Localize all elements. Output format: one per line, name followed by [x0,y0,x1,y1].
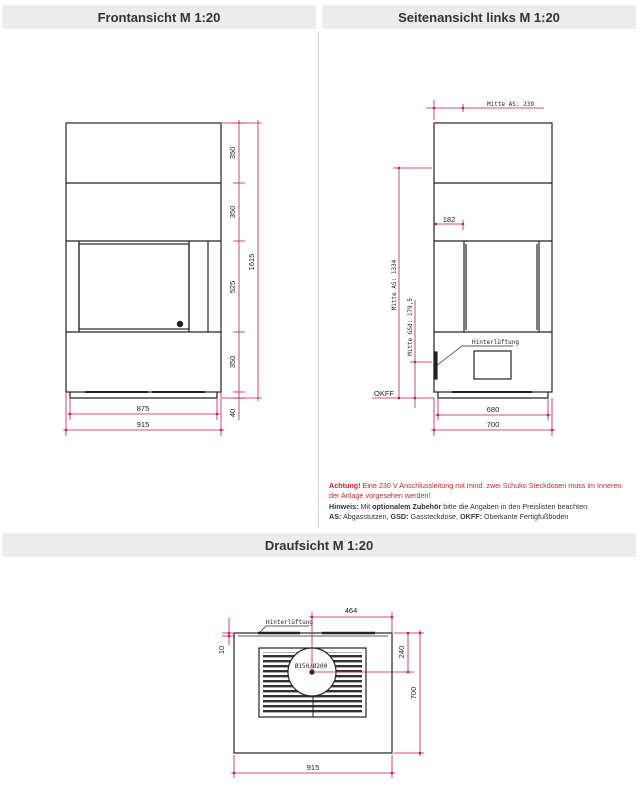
side-mitte-as-top: Mitte AS: 239 [487,101,534,108]
side-mitte-as-height: Mitte AS: 1334 [391,259,398,311]
front-firebox-window [79,244,189,329]
top-flue-label: Ø150/Ø200 [294,663,328,670]
hint-bold: optionalem Zubehör [372,501,442,511]
okff-text: Oberkante Fertigfußboden [482,512,569,522]
warning-label: Achtung! [329,481,361,490]
gsd-label: GSD: [390,512,409,522]
side-hinterlueftung: Hinterlüftung [472,339,519,346]
side-view-header: Seitenansicht links M 1:20 [322,5,636,29]
side-dim-182: 182 [442,215,456,224]
hint-label: Hinweis: [329,501,359,511]
front-body-outline [66,123,221,392]
side-gas-socket-opening [474,351,511,379]
door-handle-icon [177,321,182,326]
hint-text-1: Mit [358,501,373,511]
front-dim-525: 525 [228,280,237,294]
side-body-outline [434,123,552,392]
hint-text-2: bitte die Angaben in den Preislisten beachten. [441,501,590,511]
top-dim-464: 464 [344,606,358,615]
warning-text: Eine 230 V Anschlussleitung mit mind. zwei Schuko Steckdosen muss im Inneren der Anlage vorgesehen werden! [329,481,622,501]
top-view [234,633,392,753]
as-label: AS: [329,512,342,522]
front-dim-350a: 350 [228,146,237,160]
legend-note [329,512,629,522]
top-view-header: Draufsicht M 1:20 [2,533,636,557]
top-dim-240: 240 [397,645,406,659]
hint-note [329,502,629,512]
front-dim-915: 915 [136,420,150,429]
front-dim-40: 40 [228,408,237,418]
as-text: Abgasstutzen, [341,512,391,522]
top-dim-10: 10 [217,645,226,655]
front-dimensions [63,120,262,436]
side-view [434,123,552,398]
front-dim-875: 875 [136,404,150,413]
front-view [66,123,221,398]
front-dim-350b: 350 [228,205,237,219]
side-dim-680: 680 [486,405,500,414]
front-dim-350c: 350 [228,355,237,369]
front-view-header: Frontansicht M 1:20 [2,5,316,29]
warning-note [329,481,629,502]
notes-block [329,481,629,523]
top-dim-915: 915 [306,763,320,772]
gsd-text: Gassteckdose, [408,512,461,522]
front-dim-1615: 1615 [247,253,256,271]
okff-label: OKFF: [460,512,483,522]
side-okff: OKFF [374,389,394,398]
top-dim-700: 700 [409,686,418,700]
side-dim-700: 700 [486,420,500,429]
side-mitte-gsd: Mitte GSd: 179,5 [407,298,414,356]
top-hinterlueftung: Hinterlüftung [266,619,313,626]
